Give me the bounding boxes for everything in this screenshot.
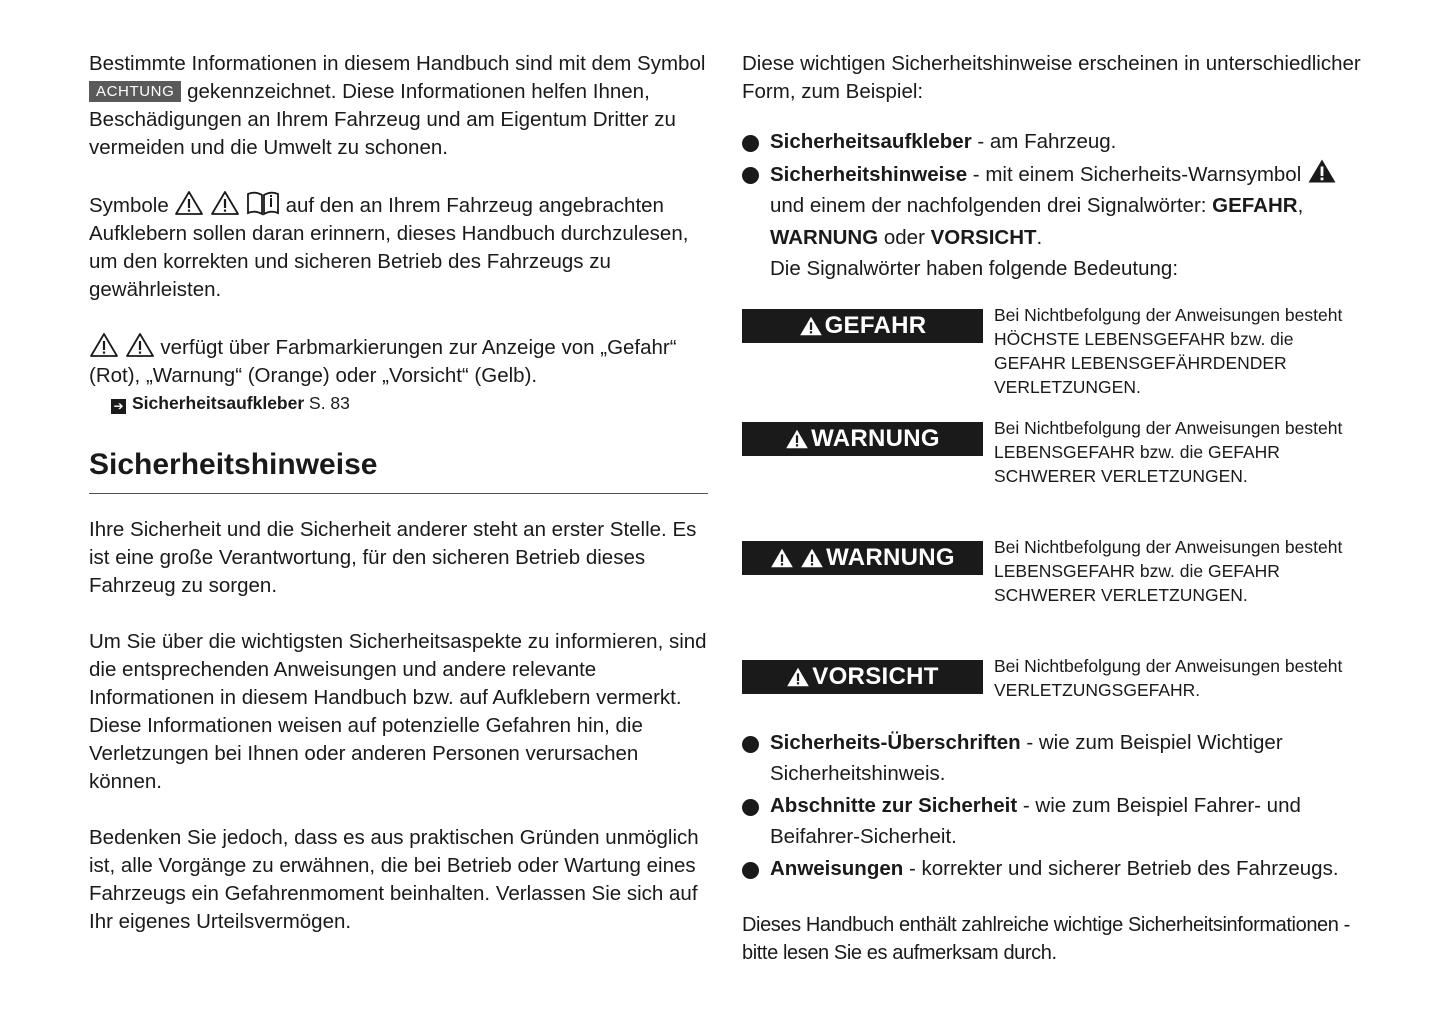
signal-label-vorsicht (742, 660, 983, 694)
paragraph-safety: Ihre Sicherheit und die Sicherheit anderer steht an erster Stelle. Es ist eine große Verantwortung, für den sicheren Betrieb dieses Fahrzeug zu sorgen. (89, 518, 697, 597)
warning-outline-icon (125, 332, 155, 358)
left-column (89, 50, 714, 936)
warning-solid-icon (1307, 158, 1337, 184)
list-item (742, 158, 1367, 285)
text: Sicherheitshinweise (770, 162, 968, 186)
bullet-icon (742, 167, 759, 184)
cross-reference[interactable] (89, 390, 714, 416)
arrow-right-icon: ➔ (111, 399, 126, 414)
text: Sicherheitsaufkleber (770, 130, 972, 153)
achtung-tag: ACHTUNG (89, 81, 181, 102)
signal-label-gefahr (742, 309, 983, 343)
warning-solid-icon (770, 547, 794, 569)
text: Die Signalwörter haben folgende Bedeutung: (770, 257, 1179, 280)
section-heading: Sicherheitshinweise (89, 446, 708, 494)
signal-description: Bei Nichtbefolgung der Anweisungen besteht VERLETZUNGSGEFAHR. (994, 655, 1343, 700)
bullet-icon (742, 799, 759, 816)
bullet-list-top (742, 126, 1367, 285)
text: Abschnitte zur Sicherheit (770, 793, 1018, 817)
bullet-icon (742, 736, 759, 753)
text: VORSICHT (812, 662, 939, 690)
list-item (742, 126, 1367, 158)
right-column (742, 50, 1367, 967)
intro-paragraph: Diese wichtigen Sicherheitshinweise erscheinen in unterschiedlicher Form, zum Beispiel: (742, 52, 1361, 103)
text: Anweisungen (770, 856, 904, 880)
signal-row-vorsicht (742, 655, 1367, 702)
warning-solid-icon (786, 666, 810, 688)
text: . (1036, 225, 1043, 249)
warning-outline-icon (210, 190, 240, 216)
warning-outline-icon (174, 190, 204, 216)
text: Symbole (89, 194, 169, 217)
text: GEFAHR (1212, 194, 1298, 217)
text: WARNUNG (811, 424, 940, 452)
paragraph-achtung (89, 50, 714, 162)
paragraph-information: Um Sie über die wichtigsten Sicherheitsaspekte zu informieren, sind die entsprechenden Anweisungen und andere relevante Informationen in diesem Handbuch bzw. auf Aufklebern vermerkt. Diese Informationen weisen auf potenzielle Gefahren hin, die Verletzungen bei Ihnen oder anderen Personen verursachen können. (89, 630, 707, 793)
signal-label-warnung (742, 541, 983, 575)
reference-title: Sicherheitsaufkleber (132, 393, 305, 413)
signal-row-gefahr (742, 304, 1367, 399)
manual-book-icon (246, 190, 280, 216)
text: Sicherheits-Überschriften (770, 730, 1021, 754)
signal-row-warnung-double (742, 536, 1367, 607)
text: oder (878, 225, 931, 249)
signal-word-table (742, 304, 1367, 702)
text: auf den an Ihrem Fahrzeug angebrachten Aufklebern sollen daran erinnern, dieses Handbuch durchzulesen, um den korrekten und sicheren Betrieb des Fahrzeugs zu gewährleisten. (89, 194, 689, 301)
text: - wie zum Beispiel Fahrer- und Beifahrer-Sicherheit. (770, 793, 1301, 848)
warning-solid-icon (799, 315, 823, 337)
signal-label-warnung (742, 422, 983, 456)
text: Bestimmte Informationen in diesem Handbuch sind mit dem Symbol (89, 52, 706, 75)
signal-description: Bei Nichtbefolgung der Anweisungen besteht HÖCHSTE LEBENSGEFAHR bzw. die GEFAHR LEBENSGEFÄHRDENDER VERLETZUNGEN. (994, 304, 1343, 397)
reference-page: S. 83 (309, 393, 350, 413)
bullet-icon (742, 862, 759, 879)
signal-description: Bei Nichtbefolgung der Anweisungen besteht LEBENSGEFAHR bzw. die GEFAHR SCHWERER VERLETZUNGEN. (994, 417, 1343, 486)
text: WARNUNG (770, 225, 879, 249)
bullet-list-bottom (742, 727, 1367, 885)
bullet-icon (742, 135, 759, 152)
text: verfügt über Farbmarkierungen zur Anzeige von „Gefahr“ (Rot), „Warnung“ (Orange) oder „Vorsicht“ (Gelb). (89, 336, 677, 387)
paragraph-colors (89, 332, 714, 390)
signal-description: Bei Nichtbefolgung der Anweisungen besteht LEBENSGEFAHR bzw. die GEFAHR SCHWERER VERLETZUNGEN. (994, 536, 1343, 605)
list-item (742, 790, 1367, 853)
signal-row-warnung (742, 417, 1367, 488)
warning-outline-icon (89, 332, 119, 358)
text: - wie zum Beispiel Wichtiger Sicherheitshinweis. (770, 730, 1283, 785)
warning-solid-icon (785, 428, 809, 450)
warning-solid-icon (800, 547, 824, 569)
text: - mit einem Sicherheits-Warnsymbol (967, 162, 1307, 186)
paragraph-judgement: Bedenken Sie jedoch, dass es aus praktischen Gründen unmöglich ist, alle Vorgänge zu erwähnen, die bei Betrieb oder Wartung eines Fahrzeugs ein Gefahrenmoment beinhalten. Verlassen Sie sich auf Ihr eigenes Urteilsvermögen. (89, 826, 699, 933)
text: und einem der nachfolgenden drei Signalwörter: (770, 194, 1213, 217)
text: WARNUNG (826, 543, 955, 571)
text: - am Fahrzeug. (971, 130, 1117, 153)
list-item (742, 727, 1367, 790)
closing-paragraph: Dieses Handbuch enthält zahlreiche wichtige Sicherheitsinformationen - bitte lesen Sie es aufmerksam durch. (742, 914, 1350, 964)
list-item (742, 853, 1367, 885)
text: VORSICHT (930, 225, 1037, 249)
text: , (1297, 194, 1304, 217)
text: GEFAHR (824, 311, 927, 339)
paragraph-symbols (89, 190, 714, 304)
text: gekennzeichnet. Diese Informationen helfen Ihnen, Beschädigungen an Ihrem Fahrzeug und am Eigentum Dritter zu vermeiden und die Umwelt zu schonen. (89, 80, 676, 159)
text: - korrekter und sicherer Betrieb des Fahrzeugs. (903, 856, 1339, 880)
